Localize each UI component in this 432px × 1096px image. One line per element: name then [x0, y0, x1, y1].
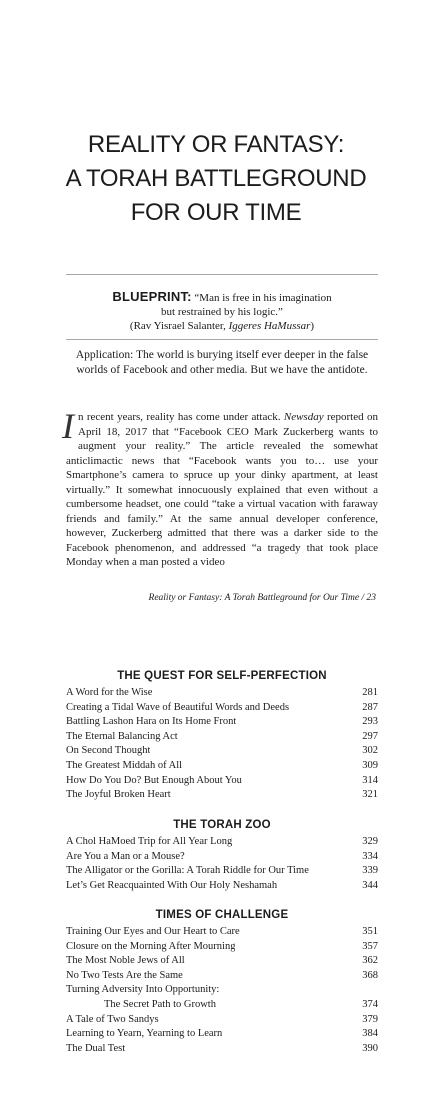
toc-entry-title: No Two Tests Are the Same	[66, 969, 183, 981]
toc-entry[interactable]	[66, 759, 378, 774]
toc-entry-title: Turning Adversity Into Opportunity:	[66, 984, 220, 996]
toc-entry-page: 309	[362, 759, 378, 771]
toc-entry[interactable]	[66, 774, 378, 789]
toc-section-times-of-challenge	[66, 907, 378, 1056]
toc-entry[interactable]	[66, 879, 378, 894]
toc-entry-page: 351	[362, 926, 378, 937]
toc-entry[interactable]	[66, 744, 378, 759]
blueprint-label: BLUEPRINT:	[112, 289, 192, 304]
toc-entry-page: 334	[362, 850, 378, 862]
chapter-title-line: A TORAH BATTLEGROUND	[65, 165, 367, 192]
toc-entry[interactable]	[66, 686, 378, 701]
toc-entry[interactable]	[66, 925, 378, 940]
toc-entry-title: A Chol HaMoed Trip for All Year Long	[66, 836, 233, 847]
toc-section-self-perfection	[66, 668, 378, 803]
attribution-prefix: (Rav Yisrael Salanter,	[129, 320, 229, 332]
toc-entry-title: Let’s Get Reacquainted With Our Holy Neshamah	[66, 879, 278, 891]
toc-entry-title: The Alligator or the Gorilla: A Torah Riddle for Our Time	[66, 865, 309, 877]
toc-entry[interactable]	[66, 1042, 378, 1057]
toc-entry[interactable]	[66, 1027, 378, 1042]
toc-entry-title: Creating a Tidal Wave of Beautiful Words and Deeds	[66, 701, 290, 713]
toc-entry-title: A Tale of Two Sandys	[66, 1013, 159, 1025]
toc-entry-title: The Most Noble Jews of All	[66, 955, 185, 967]
toc-entry-page: 379	[362, 1013, 378, 1025]
blueprint-quote-line1: “Man is free in his imagination	[194, 292, 332, 304]
blueprint-attribution	[66, 319, 378, 333]
toc-entry[interactable]	[66, 940, 378, 955]
toc-entry[interactable]	[66, 1013, 378, 1028]
toc-entry-title: The Eternal Balancing Act	[66, 730, 178, 742]
divider-rule	[66, 339, 378, 340]
toc-entry-page: 314	[362, 774, 378, 786]
toc-entry-title: The Greatest Middah of All	[66, 759, 183, 771]
toc-entry-title: On Second Thought	[66, 745, 151, 757]
toc-entry-title: Closure on the Morning After Mourning	[66, 940, 236, 952]
toc-entry-page: 362	[362, 955, 378, 967]
chapter-title-line: FOR OUR TIME	[130, 199, 302, 226]
toc-entry-title: How Do You Do? But Enough About You	[66, 774, 242, 786]
toc-entry-title: Learning to Yearn, Yearning to Learn	[66, 1028, 223, 1040]
toc-section-heading: THE TORAH ZOO	[173, 819, 271, 831]
toc-entry-title: Training Our Eyes and Our Heart to Care	[66, 926, 240, 937]
toc-entry-title: The Secret Path to Growth	[104, 998, 216, 1010]
toc-entry-title: Battling Lashon Hara on Its Home Front	[66, 716, 237, 728]
chapter-title-line: REALITY OR FANTASY:	[87, 131, 345, 158]
toc-entry-page: 329	[362, 836, 378, 847]
drop-cap: I	[62, 406, 74, 446]
application-text: The world is burying itself ever deeper in the false worlds of Facebook and other media. But we have the antidote.	[76, 349, 369, 376]
toc-entry[interactable]	[66, 969, 378, 984]
toc-entry-page: 384	[362, 1028, 378, 1040]
body-text: n recent years, reality has come under attack.	[78, 411, 284, 423]
toc-entry[interactable]	[66, 954, 378, 969]
article-body	[62, 406, 378, 570]
toc-entry[interactable]	[66, 730, 378, 745]
toc-entry-title: A Word for the Wise	[66, 687, 153, 698]
toc-entry-title: The Joyful Broken Heart	[66, 789, 171, 801]
body-text: reported on April 18, 2017 that “Facebook CEO Mark Zuckerberg wants to augment your reality.” The article revealed the somewhat anticlimactic news that “Facebook wants you to… use your Smartphone’s camera to spruce up your dinky apartment, at least virtually.” It somewhat innocuously explained that even without a cumbersome headset, one could “take a virtual vacation with faraway friends and family.” At the same annual developer conference, however, Zuckerberg admitted that there was a darker side to the Facebook phenomenon, and addressed “a tragedy that took place Monday when a man posted a video	[66, 411, 378, 568]
toc-entry[interactable]	[66, 701, 378, 716]
chapter-title	[0, 128, 432, 230]
toc-section-heading: TIMES OF CHALLENGE	[155, 909, 289, 921]
toc-entry-page: 281	[362, 687, 378, 698]
toc-entry-page: 302	[362, 745, 378, 757]
attribution-suffix: )	[310, 320, 315, 332]
newsday-title: Newsday	[283, 411, 324, 423]
divider-rule	[66, 274, 378, 275]
toc-entry-page: 293	[362, 716, 378, 728]
toc-entry[interactable]	[66, 998, 378, 1013]
toc-entry-page: 368	[362, 969, 378, 981]
attribution-source: Iggeres HaMussar	[228, 320, 311, 332]
toc-entry-page: 390	[362, 1042, 378, 1054]
running-footer: Reality or Fantasy: A Torah Battleground for Our Time / 23	[148, 593, 376, 603]
application-label: Application:	[75, 349, 134, 361]
toc-entry-page: 339	[362, 865, 378, 877]
toc-entry-page: 297	[362, 730, 378, 742]
toc-entry-page: 287	[362, 701, 378, 713]
blueprint-block	[66, 290, 378, 333]
toc-entry[interactable]	[66, 715, 378, 730]
toc-entry-page: 357	[362, 940, 378, 952]
toc-section-torah-zoo	[66, 817, 378, 893]
blueprint-quote-line2: but restrained by his logic.”	[161, 306, 283, 318]
toc-entry-title: The Dual Test	[66, 1042, 126, 1054]
toc-entry[interactable]	[66, 983, 378, 998]
toc-entry-page: 344	[362, 879, 378, 891]
toc-section-heading: THE QUEST FOR SELF-PERFECTION	[117, 670, 327, 682]
toc-entry-title: Are You a Man or a Mouse?	[66, 850, 185, 862]
application-block	[66, 348, 378, 378]
toc-entry-page	[370, 983, 378, 998]
article-paragraph	[62, 406, 378, 570]
toc-entry-page: 321	[362, 789, 378, 801]
toc-entry[interactable]	[66, 850, 378, 865]
toc-entry-page: 374	[362, 998, 378, 1010]
toc-entry[interactable]	[66, 835, 378, 850]
toc-entry[interactable]	[66, 788, 378, 803]
toc-entry[interactable]	[66, 864, 378, 879]
